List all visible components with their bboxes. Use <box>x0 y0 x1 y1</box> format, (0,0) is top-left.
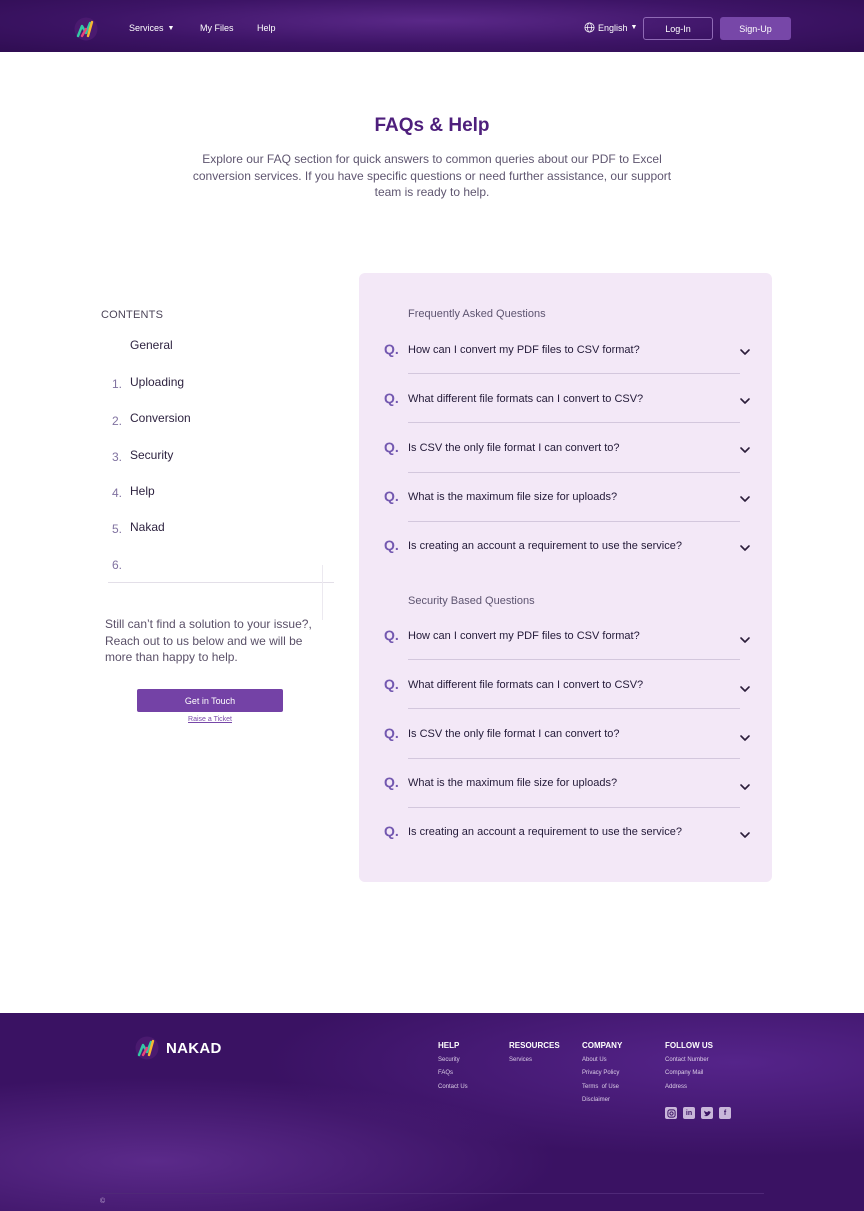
toc-item-uploading[interactable]: Uploading <box>130 375 185 389</box>
language-label: English <box>598 22 628 33</box>
faq-divider <box>408 659 740 660</box>
instagram-icon[interactable] <box>665 1107 677 1119</box>
chevron-down-icon[interactable] <box>738 635 752 645</box>
toc-number: 5. <box>112 522 123 536</box>
contents-divider-vertical <box>322 565 323 620</box>
nav-help-label: Help <box>257 23 276 33</box>
facebook-icon[interactable]: f <box>719 1107 731 1119</box>
copyright: © <box>100 1198 106 1205</box>
faq-divider <box>408 708 740 709</box>
signup-button[interactable]: Sign-Up <box>720 17 791 40</box>
toc-number: 4. <box>112 486 123 500</box>
footer-link[interactable]: Disclaimer <box>582 1097 611 1103</box>
caret-down-icon: ▼ <box>630 24 638 31</box>
faq-divider <box>408 472 740 473</box>
contents-divider <box>108 582 334 583</box>
q-mark: Q. <box>384 725 399 741</box>
footer-link[interactable]: Contact Number <box>665 1057 709 1063</box>
faq-question[interactable]: Is creating an account a requirement to use the service? <box>408 540 682 552</box>
q-mark: Q. <box>384 823 399 839</box>
q-mark: Q. <box>384 774 399 790</box>
faq-section-title: Security Based Questions <box>408 595 535 607</box>
footer-column-title: FOLLOW US <box>665 1041 713 1050</box>
toc-number: 3. <box>112 450 123 464</box>
faq-question[interactable]: How can I convert my PDF files to CSV format? <box>408 344 640 356</box>
nav-services-label: Services <box>129 23 164 33</box>
faq-divider <box>408 373 740 374</box>
footer-column-title: HELP <box>438 1041 460 1050</box>
faq-question[interactable]: What different file formats can I convert to CSV? <box>408 679 644 691</box>
nakad-logo-icon[interactable] <box>135 1036 159 1060</box>
footer-column-title: RESOURCES <box>509 1041 560 1050</box>
nav-services[interactable] <box>129 23 174 33</box>
chevron-down-icon[interactable] <box>738 445 752 455</box>
linkedin-icon[interactable]: in <box>683 1107 695 1119</box>
q-mark: Q. <box>384 537 399 553</box>
faq-section-title: Frequently Asked Questions <box>408 308 546 320</box>
footer-link[interactable]: Company Mail <box>665 1070 704 1076</box>
twitter-icon[interactable] <box>701 1107 713 1119</box>
faq-divider <box>408 422 740 423</box>
faq-question[interactable]: What is the maximum file size for uploads? <box>408 491 618 503</box>
footer-link[interactable]: Address <box>665 1084 688 1090</box>
toc-item-general[interactable]: General <box>130 338 173 352</box>
chevron-down-icon[interactable] <box>738 494 752 504</box>
q-mark: Q. <box>384 439 399 455</box>
toc-item-nakad[interactable]: Nakad <box>130 520 165 534</box>
footer-link[interactable]: Terms of Use <box>582 1084 620 1090</box>
toc-item-conversion[interactable]: Conversion <box>130 411 191 425</box>
contents-title: CONTENTS <box>101 309 164 321</box>
faq-question[interactable]: How can I convert my PDF files to CSV format? <box>408 630 640 642</box>
faq-question[interactable]: What different file formats can I convert to CSV? <box>408 393 644 405</box>
caret-down-icon: ▼ <box>167 24 175 32</box>
q-mark: Q. <box>384 488 399 504</box>
faq-divider <box>408 758 740 759</box>
q-mark: Q. <box>384 341 399 357</box>
nav-my-files-label: My Files <box>200 23 234 33</box>
language-selector[interactable] <box>584 22 637 33</box>
nakad-logo-icon[interactable] <box>74 17 98 41</box>
chevron-down-icon[interactable] <box>738 830 752 840</box>
q-mark: Q. <box>384 676 399 692</box>
footer-link[interactable]: FAQs <box>438 1070 454 1076</box>
faq-question[interactable]: Is CSV the only file format I can convert to? <box>408 442 620 454</box>
chevron-down-icon[interactable] <box>738 733 752 743</box>
page-description: Explore our FAQ section for quick answers to common queries about our PDF to Excel conversion services. If you have specific questions or need further assistance, our support team is ready to help. <box>192 152 672 199</box>
login-button[interactable]: Log-In <box>643 17 713 40</box>
toc-number: 1. <box>112 377 123 391</box>
chevron-down-icon[interactable] <box>738 543 752 553</box>
toc-item-help[interactable]: Help <box>130 484 155 498</box>
raise-ticket-link[interactable]: Raise a Ticket <box>188 716 232 723</box>
faq-question[interactable]: What is the maximum file size for uploads? <box>408 777 618 789</box>
chevron-down-icon[interactable] <box>738 396 752 406</box>
toc-number: 2. <box>112 414 123 428</box>
footer-link[interactable]: Contact Us <box>438 1084 468 1090</box>
footer-column-title: COMPANY <box>582 1041 623 1050</box>
faq-divider <box>408 521 740 522</box>
faq-panel <box>359 273 772 882</box>
footer-link[interactable]: Security <box>438 1057 460 1063</box>
help-text: Still can’t find a solution to your issue?, Reach out to us below and we will be more than happy to help. <box>105 617 312 664</box>
toc-item-security[interactable]: Security <box>130 448 174 462</box>
q-mark: Q. <box>384 390 399 406</box>
faq-question[interactable]: Is creating an account a requirement to use the service? <box>408 826 682 838</box>
faq-question[interactable]: Is CSV the only file format I can convert to? <box>408 728 620 740</box>
footer-brand: NAKAD <box>166 1040 222 1057</box>
footer-link[interactable]: Privacy Policy <box>582 1070 620 1076</box>
get-in-touch-button[interactable]: Get in Touch <box>137 689 283 712</box>
faq-divider <box>408 807 740 808</box>
q-mark: Q. <box>384 627 399 643</box>
chevron-down-icon[interactable] <box>738 782 752 792</box>
page-title: FAQs & Help <box>374 115 490 136</box>
footer-divider <box>100 1193 764 1194</box>
toc-number: 6. <box>112 558 123 572</box>
chevron-down-icon[interactable] <box>738 347 752 357</box>
globe-icon <box>584 22 595 33</box>
nav-help[interactable] <box>257 23 276 33</box>
chevron-down-icon[interactable] <box>738 684 752 694</box>
top-navbar <box>0 0 864 52</box>
footer-link[interactable]: About Us <box>582 1057 607 1063</box>
footer-link[interactable]: Services <box>509 1057 533 1063</box>
footer <box>0 1013 864 1211</box>
nav-my-files[interactable] <box>200 23 234 33</box>
